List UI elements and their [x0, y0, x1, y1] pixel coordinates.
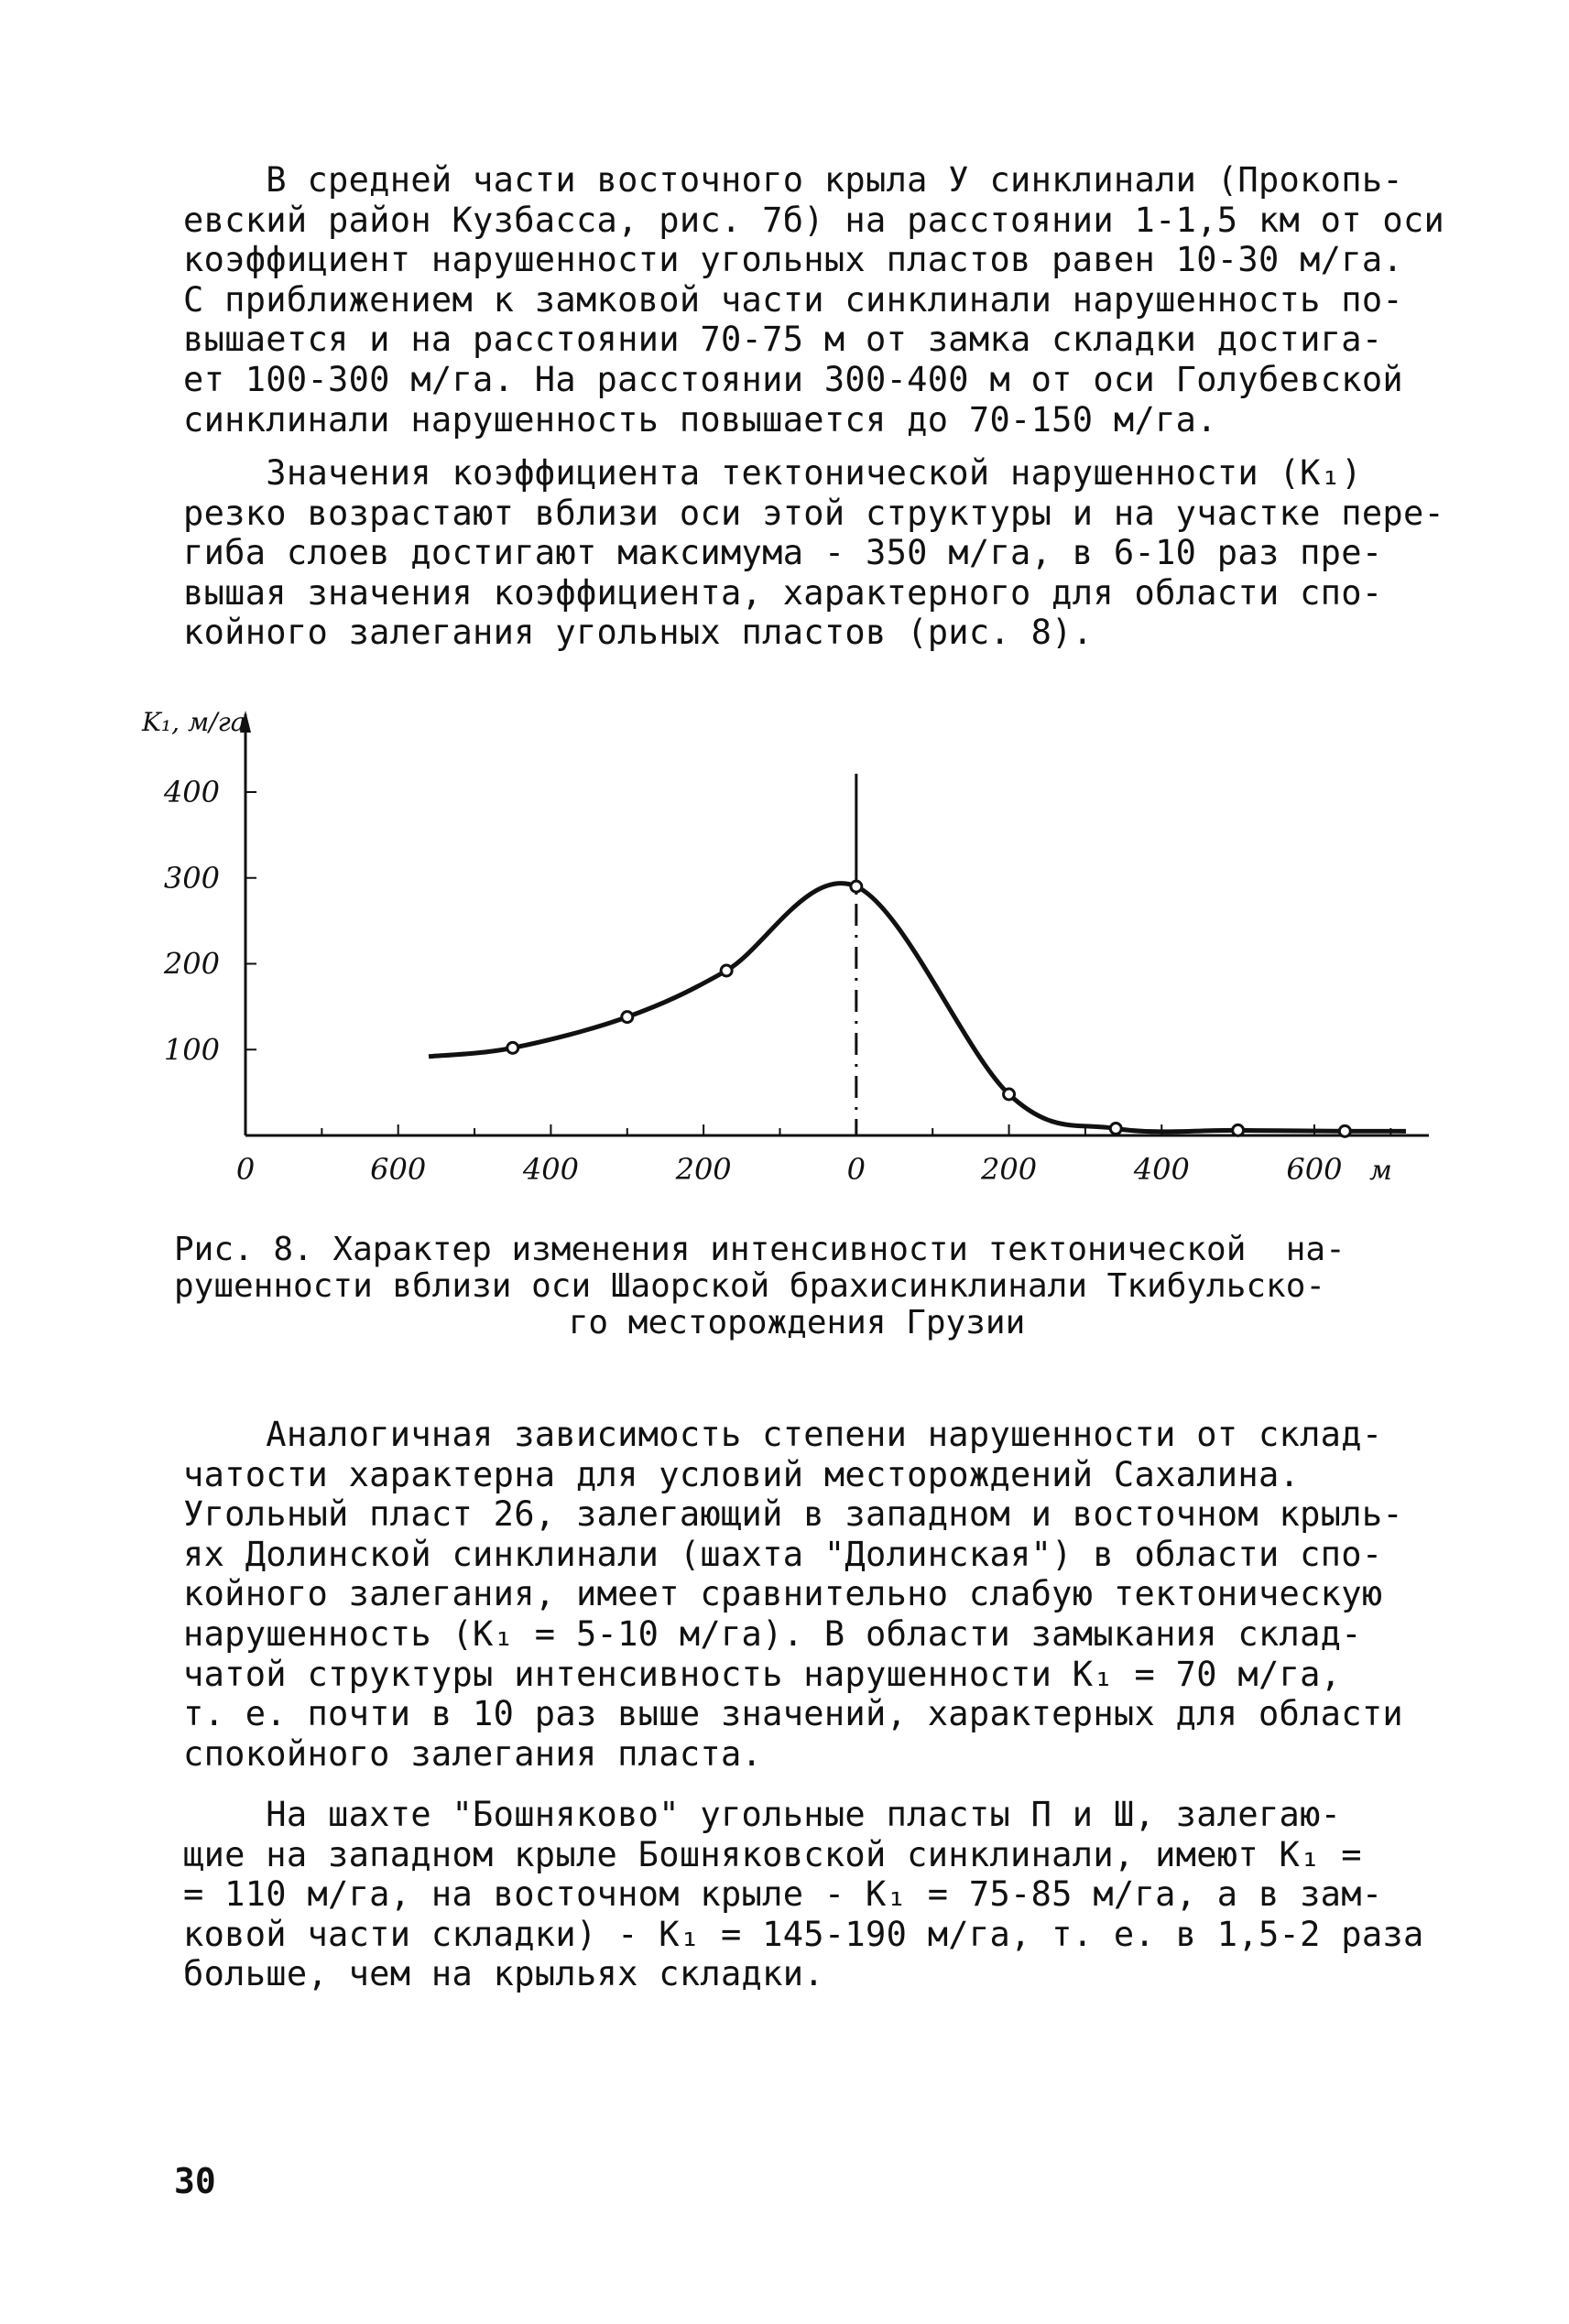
data-point [1339, 1125, 1350, 1136]
text-line: синклинали нарушенность повышается до 70-150 м/га. [183, 399, 1217, 440]
text-line: На шахте "Бошняково" угольные пласты П и Ш, залегаю- [183, 1795, 1342, 1834]
text-line: щие на западном крыле Бошняковской синклинали, имеют K₁ = [183, 1834, 1362, 1874]
text-line: т. е. почти в 10 раз выше значений, характерных для области [183, 1694, 1403, 1734]
paragraph-2 [183, 453, 1445, 653]
data-point [507, 1042, 518, 1053]
x-axis-label: м [1369, 1155, 1392, 1187]
y-tick-label: 100 [163, 1032, 220, 1068]
text-line: больше, чем на крыльях складки. [183, 1954, 824, 1994]
text-line: коэффициент нарушенности угольных пластов равен 10-30 м/га. [183, 240, 1403, 280]
figure-8-chart [0, 705, 1569, 1200]
text-line: Угольный пласт 26, залегающий в западном и восточном крыль- [183, 1494, 1403, 1535]
data-point [1004, 1089, 1015, 1100]
text-line: гиба слоев достигают максимума - 350 м/га, в 6-10 раз пре- [183, 533, 1383, 573]
data-point [851, 881, 862, 892]
text-line: спокойного залегания пласта. [183, 1733, 763, 1774]
data-point [622, 1012, 633, 1023]
caption-line: Рис. 8. Характер изменения интенсивности тектонической на- [174, 1231, 1346, 1268]
text-line: вышая значения коэффициента, характерного для области спо- [183, 572, 1383, 613]
text-line: = 110 м/га, на восточном крыле - K₁ = 75-85 м/га, а в зам- [183, 1874, 1383, 1915]
text-line: ет 100-300 м/га. На расстоянии 300-400 м от оси Голубевской [183, 359, 1403, 399]
caption-line: рушенности вблизи оси Шаорской брахисинклинали Ткибульско- [174, 1267, 1326, 1305]
text-line: В средней части восточного крыла У синклинали (Прокопь- [183, 160, 1403, 200]
page-number: 30 [174, 2161, 216, 2201]
text-line: койного залегания, имеет сравнительно слабую тектоническую [183, 1574, 1383, 1614]
paragraph-4 [183, 1795, 1424, 1994]
y-axis-label: K₁, м/га [142, 707, 246, 737]
text-line: Аналогичная зависимость степени нарушенности от склад- [183, 1415, 1383, 1454]
text-line: чатости характерна для условий месторождений Сахалина. [183, 1454, 1301, 1494]
text-line: Значения коэффициента тектонической нарушенности (K₁) [183, 453, 1362, 493]
x-tick-label: 200 [981, 1152, 1038, 1187]
text-line: вышается и на расстоянии 70-75 м от замка складки достига- [183, 320, 1383, 360]
text-line: чатой структуры интенсивность нарушенности K₁ = 70 м/га, [183, 1654, 1342, 1694]
x-tick-label: 600 [1286, 1152, 1343, 1187]
data-point [1233, 1124, 1244, 1135]
data-point [1110, 1124, 1121, 1135]
text-line: ковой части складки) - K₁ = 145-190 м/га, т. е. в 1,5-2 раза [183, 1914, 1424, 1954]
data-curve [429, 884, 1406, 1132]
text-line: евский район Кузбасса, рис. 7б) на расстоянии 1-1,5 км от оси [183, 200, 1445, 240]
paragraph-1 [183, 160, 1445, 440]
text-line: резко возрастают вблизи оси этой структуры и на участке пере- [183, 493, 1445, 533]
caption-line: го месторождения Грузии [568, 1304, 1026, 1341]
text-line: С приближением к замковой части синклинали нарушенность по- [183, 279, 1403, 320]
x-tick-label: 600 [370, 1152, 427, 1187]
x-tick-label: 0 [235, 1152, 256, 1187]
x-tick-label: 200 [675, 1152, 732, 1187]
text-line: нарушенность (K₁ = 5-10 м/га). В области замыкания склад- [183, 1613, 1362, 1654]
data-point [721, 965, 732, 976]
paragraph-3 [183, 1415, 1411, 1774]
y-tick-label: 300 [163, 860, 220, 896]
text-line: койного залегания угольных пластов (рис. 8). [183, 613, 1094, 653]
y-tick-label: 400 [163, 775, 220, 809]
figure-caption [174, 1232, 1420, 1341]
x-tick-label: 400 [1133, 1152, 1190, 1187]
x-tick-label: 400 [522, 1152, 579, 1187]
y-tick-label: 200 [163, 946, 220, 982]
text-line: ях Долинской синклинали (шахта "Долинская") в области спо- [183, 1534, 1383, 1574]
x-tick-label: 0 [846, 1152, 866, 1187]
